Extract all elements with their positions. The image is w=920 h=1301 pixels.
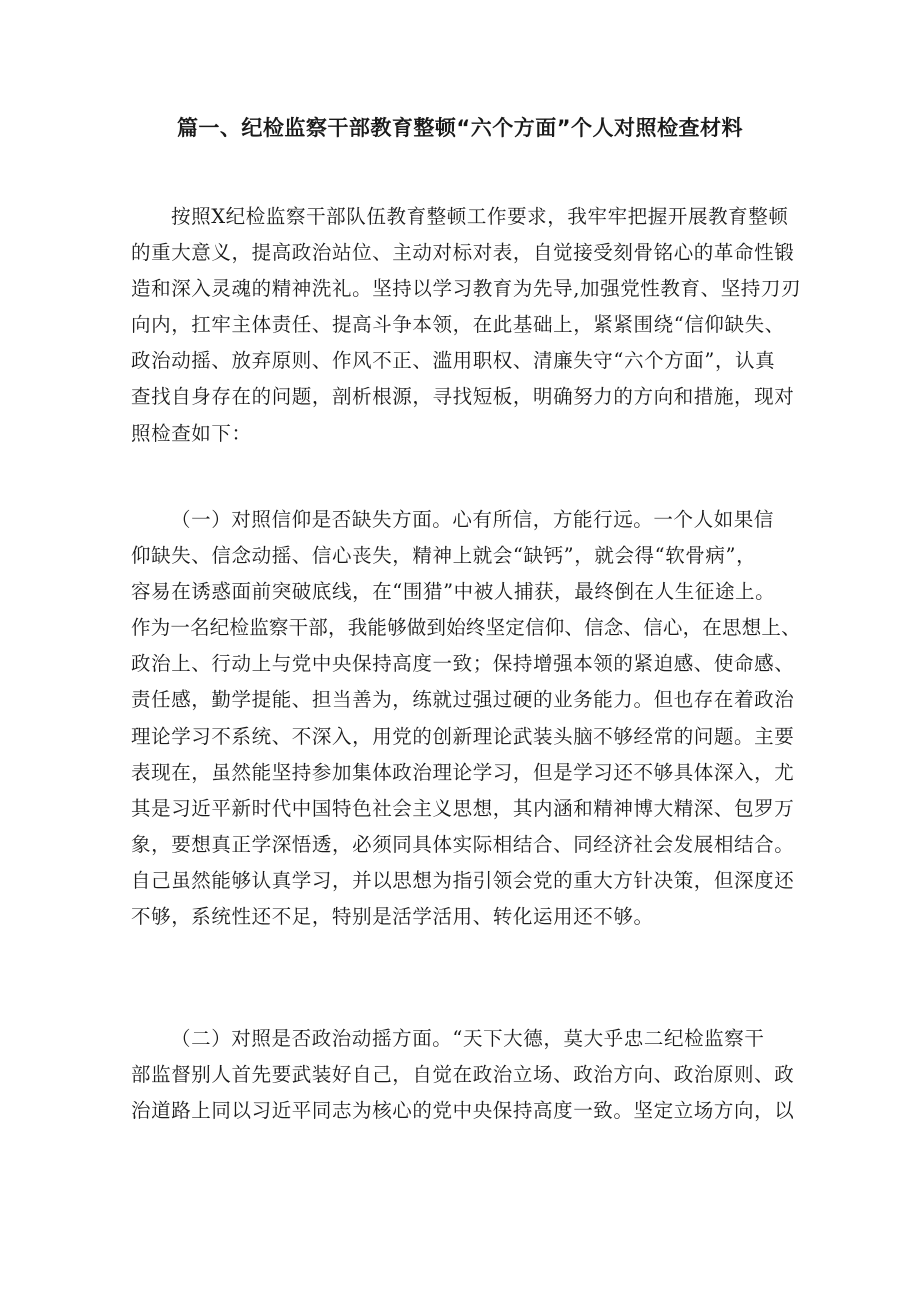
text-line: 其是习近平新时代中国特色社会主义思想，其内涵和精神博大精深、包罗万 <box>131 796 795 820</box>
text-line: 治道路上同以习近平同志为核心的党中央保持高度一致。坚定立场方向，以 <box>131 1099 795 1123</box>
text-line: 的重大意义，提高政治站位、主动对标对表，自觉接受刻骨铭心的革命性锻 <box>131 241 795 265</box>
text-line: 作为一名纪检监察干部，我能够做到始终坚定信仰、信念、信心，在思想上、 <box>131 616 801 640</box>
text-line: 造和深入灵魂的精神洗礼。坚持以学习教育为先导,加强党性教育、坚持刀刃 <box>131 277 802 301</box>
text-line: （二）对照是否政治动摇方面。“天下大德，莫大乎忠二纪检监察干 <box>171 1027 765 1050</box>
text-line: 不够，系统性还不足，特别是活学活用、转化运用还不够。 <box>131 905 654 929</box>
text-line: 部监督别人首先要武装好自己，自觉在政治立场、政治方向、政治原则、政 <box>131 1063 795 1087</box>
paragraph-section-1 <box>131 502 801 935</box>
text-line: 自己虽然能够认真学习，并以思想为指引领会党的重大方针决策，但深度还 <box>131 868 795 892</box>
document-title: 篇一、纪检监察干部教育整顿“六个方面”个人对照检查材料 <box>176 116 744 140</box>
text-line: 仰缺失、信念动摇、信心丧失，精神上就会“缺钙”，就会得“软骨病”， <box>131 544 757 568</box>
text-line: 向内，扛牢主体责任、提高斗争本领，在此基础上，紧紧围绕“信仰缺失、 <box>131 313 785 337</box>
text-line: 按照X纪检监察干部队伍教育整顿工作要求，我牢牢把握开展教育整顿 <box>171 205 789 228</box>
text-line: 容易在诱惑面前突破底线，在“围猎”中被人捕获，最终倒在人生征途上。 <box>131 580 776 604</box>
text-line: 查找自身存在的问题，剖析根源，寻找短板，明确努力的方向和措施，现对 <box>131 385 795 409</box>
text-line: 政治上、行动上与党中央保持高度一致；保持增强本领的紧迫感、使命感、 <box>131 652 795 676</box>
text-line: 责任感，勤学提能、担当善为，练就过强过硬的业务能力。但也存在着政治 <box>131 688 795 712</box>
text-line: 表现在，虽然能坚持参加集体政治理论学习，但是学习还不够具体深入，尤 <box>131 760 795 784</box>
paragraph-intro <box>131 199 801 452</box>
text-line: （一）对照信仰是否缺失方面。心有所信，方能行远。一个人如果信 <box>171 508 775 531</box>
text-line: 照检查如下： <box>131 421 252 445</box>
text-line: 政治动摇、放弃原则、作风不正、滥用职权、清廉失守“六个方面”，认真 <box>131 349 776 373</box>
paragraph-section-2 <box>131 1021 801 1129</box>
text-line: 理论学习不系统、不深入，用党的创新理论武装头脑不够经常的问题。主要 <box>131 724 795 748</box>
text-line: 象，要想真正学深悟透，必须同具体实际相结合、同经济社会发展相结合。 <box>131 832 795 856</box>
